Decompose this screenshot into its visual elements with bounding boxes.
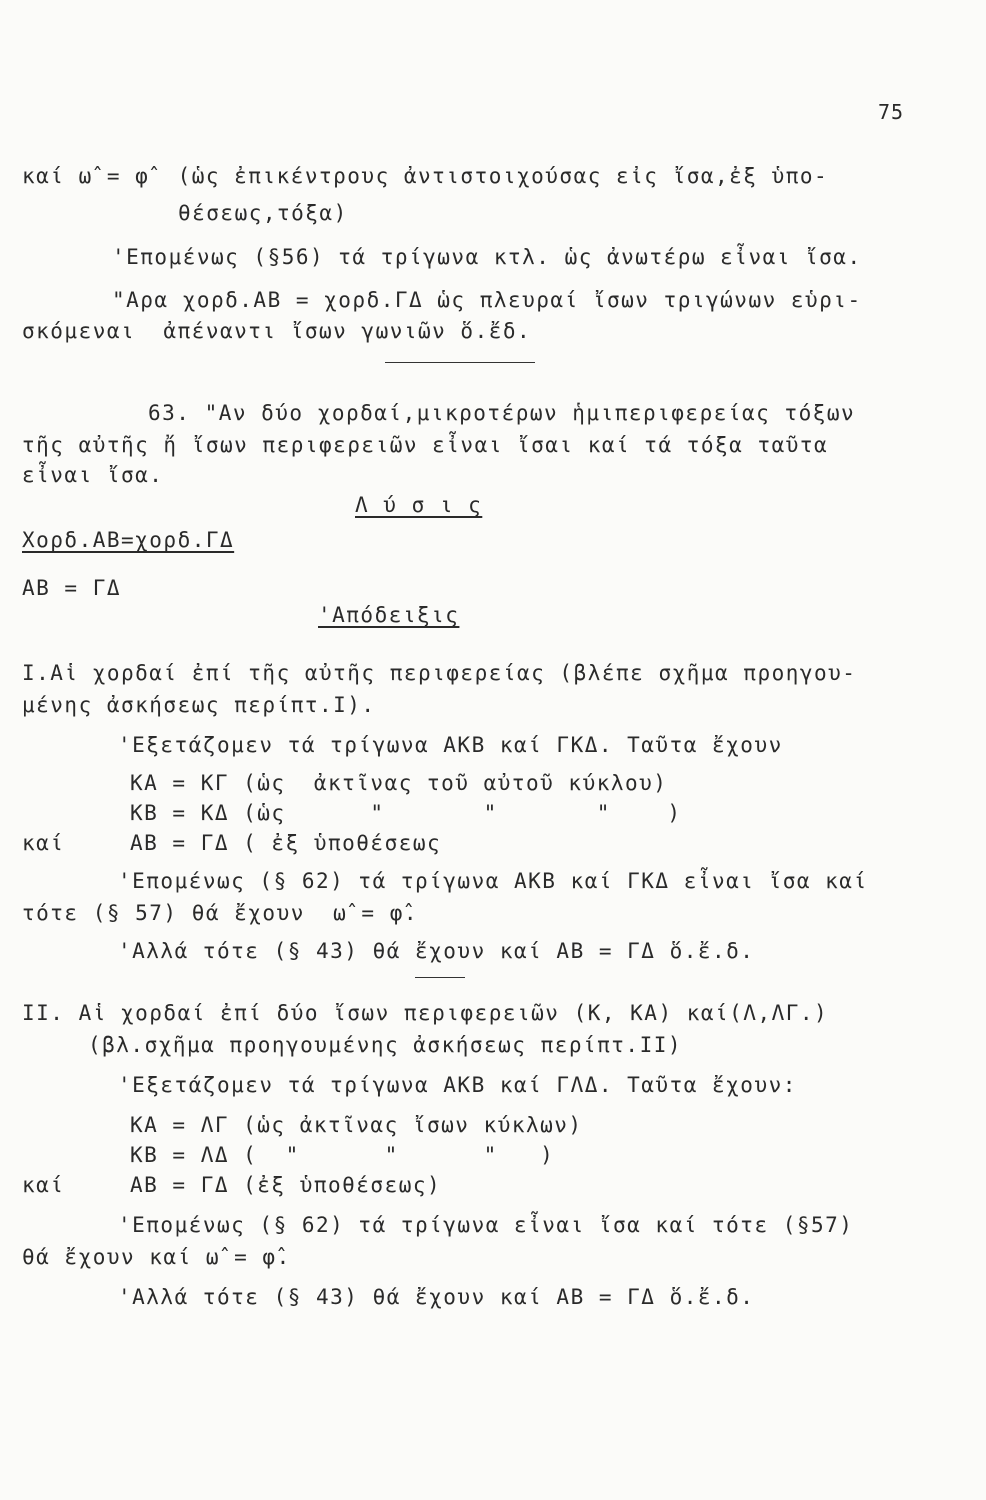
text-line: καί ω̂ = φ̂ (ὡς ἐπικέντρους ἀντιστοιχούσας εἰς ἴσα,ἐξ ὑπο- [22, 164, 829, 188]
given-statement: Χορδ.ΑΒ=χορδ.ΓΔ [22, 528, 235, 552]
text-line: ΚΒ = ΚΔ (ὡς " " " ) [130, 801, 682, 825]
text-line: τότε (§ 57) θά ἔχουν ω̂ = φ̂. [22, 901, 419, 925]
text-line: ΑΒ = ΓΔ (ἐξ ὑποθέσεως) [130, 1173, 442, 1197]
text-line: 63. "Αν δύο χορδαί,μικροτέρων ἡμιπεριφερείας τόξων [148, 401, 856, 425]
text-line: σκόμεναι ἀπέναντι ἴσων γωνιῶν ὅ.ἔδ. [22, 319, 532, 343]
page-number: 75 [878, 100, 905, 124]
text-line: 'Εξετάζομεν τά τρίγωνα ΑΚΒ καί ΓΛΔ. Ταῦτα ἔχουν: [118, 1073, 797, 1097]
text-line: 'Εξετάζομεν τά τρίγωνα ΑΚΒ καί ΓΚΔ. Ταῦτα ἔχουν [118, 733, 783, 757]
text-line: θά ἔχουν καί ω̂ = φ̂. [22, 1245, 291, 1269]
text-line: καί [22, 831, 65, 855]
text-line: μένης ἀσκήσεως περίπτ.Ι). [22, 693, 376, 717]
text-line: εἶναι ἴσα. [22, 463, 164, 487]
given-arcs: ΑΒ = ΓΔ [22, 576, 122, 600]
text-line: 'Επομένως (§ 62) τά τρίγωνα ΑΚΒ καί ΓΚΔ εἶναι ἴσα καί [118, 869, 868, 893]
section-heading: Λ ύ σ ι ς [355, 493, 483, 517]
section-divider [415, 977, 465, 978]
text-line: θέσεως,τόξα) [178, 201, 348, 225]
text-line: 'Αλλά τότε (§ 43) θά ἔχουν καί ΑΒ = ΓΔ ὅ.ἔ.δ. [118, 1285, 755, 1309]
text-line: 'Επομένως (§56) τά τρίγωνα κτλ. ὡς ἀνωτέρω εἶναι ἴσα. [112, 245, 862, 269]
text-line: ΚΑ = ΚΓ (ὡς ἀκτῖνας τοῦ αὐτοῦ κύκλου) [130, 771, 668, 795]
text-line: ΙΙ. Αἱ χορδαί ἐπί δύο ἴσων περιφερειῶν (Κ, ΚΑ) καί(Λ,ΛΓ.) [22, 1001, 829, 1025]
text-line: 'Αλλά τότε (§ 43) θά ἔχουν καί ΑΒ = ΓΔ ὅ.ἔ.δ. [118, 939, 755, 963]
text-line: ΚΑ = ΛΓ (ὡς ἀκτῖνας ἴσων κύκλων) [130, 1113, 583, 1137]
text-line: Ι.Αἱ χορδαί ἐπί τῆς αὐτῆς περιφερείας (βλέπε σχῆμα προηγου- [22, 661, 857, 685]
section-divider [385, 362, 535, 363]
text-line: (βλ.σχῆμα προηγουμένης ἀσκήσεως περίπτ.ΙΙ) [88, 1033, 683, 1057]
proof-heading: 'Απόδειξις [318, 603, 460, 627]
text-line: τῆς αὐτῆς ἤ ἴσων περιφερειῶν εἶναι ἴσαι καί τά τόξα ταῦτα [22, 433, 829, 457]
text-line: "Αρα χορδ.ΑΒ = χορδ.ΓΔ ὡς πλευραί ἴσων τριγώνων εὑρι- [112, 288, 862, 312]
text-line: ΑΒ = ΓΔ ( ἐξ ὑποθέσεως [130, 831, 442, 855]
text-line: καί [22, 1173, 65, 1197]
text-line: ΚΒ = ΛΔ ( " " " ) [130, 1143, 555, 1167]
text-line: 'Επομένως (§ 62) τά τρίγωνα εἶναι ἴσα καί τότε (§57) [118, 1213, 854, 1237]
